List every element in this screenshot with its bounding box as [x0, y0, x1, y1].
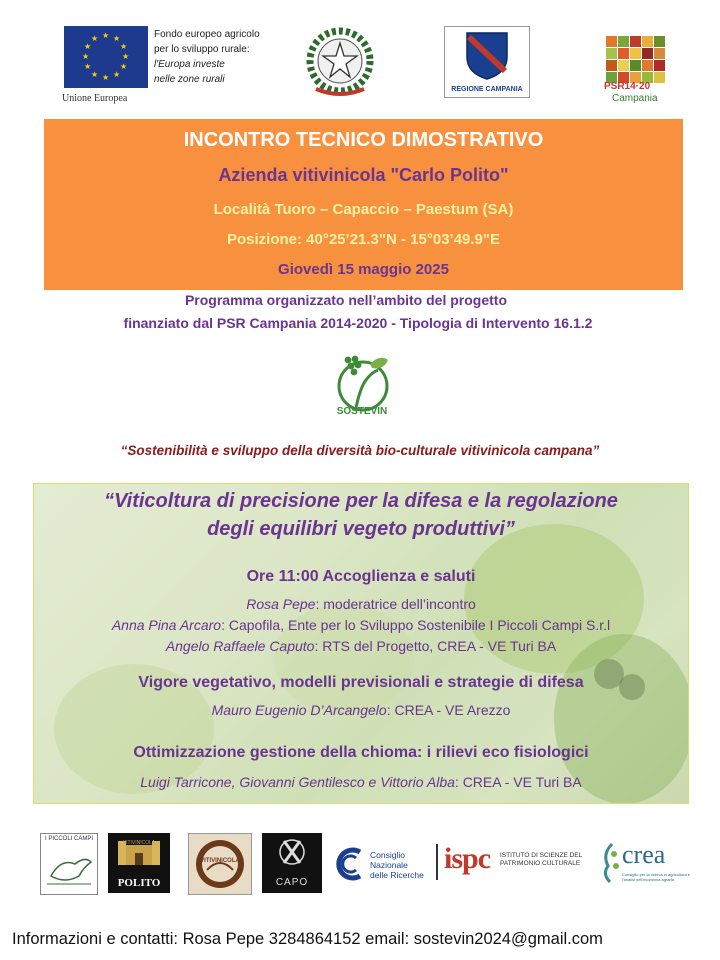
ispc-logo [436, 838, 596, 888]
castle-icon [108, 833, 170, 873]
agenda-box [33, 483, 689, 804]
speaker-name: Mauro Eugenio D’Arcangelo [211, 702, 387, 718]
event-banner [44, 119, 683, 290]
piccoli-campi-label: I PICCOLI CAMPI [44, 836, 93, 842]
section-chioma: Ottimizzazione gestione della chioma: i rilievi eco fisiologici [133, 744, 589, 761]
capo-logo [262, 833, 322, 893]
psr-label: PSR14·20 [604, 81, 651, 92]
project-subtitle: “Sostenibilità e sviluppo della diversità bio-culturale vitivinicola campana” [120, 443, 600, 458]
agenda-title-line-2: degli equilibri vegeto produttivi” [207, 518, 515, 540]
event-title: INCONTRO TECNICO DIMOSTRATIVO [183, 129, 544, 151]
cnr-text [370, 850, 424, 880]
speaker-name: Luigi Tarricone, Giovanni Gentilesco e Vittorio Alba [140, 774, 455, 790]
crea-logo [600, 840, 690, 890]
round-seal-icon [189, 834, 251, 894]
speaker-line [34, 774, 688, 790]
speaker-role: : RTS del Progetto, CREA - VE Turi BA [314, 638, 557, 654]
speaker-role: : CREA - VE Turi BA [454, 774, 582, 790]
regione-campania-logo [444, 26, 530, 98]
event-date: Giovedì 15 maggio 2025 [278, 261, 449, 278]
italian-republic-emblem-icon [302, 23, 378, 99]
speaker-line [34, 702, 688, 718]
capo-mark-icon [262, 833, 322, 879]
eafrd-line-1: Fondo europeo agricolo [154, 29, 260, 40]
eafrd-line-2: per lo sviluppo rurale: [154, 44, 250, 55]
cnr-line-2: Nazionale [370, 860, 408, 870]
crea-leaf-icon [600, 840, 622, 884]
event-location: Località Tuoro – Capaccio – Paestum (SA) [213, 201, 514, 218]
speaker-line [34, 596, 688, 612]
cnr-line-3: delle Ricerche [370, 870, 424, 880]
cnr-logo [336, 842, 430, 888]
speaker-name: Rosa Pepe [246, 596, 316, 612]
ispc-label: ISTITUTO DI SCIENZE DEL PATRIMONIO CULTURALE [500, 852, 582, 867]
section-welcome: Ore 11:00 Accoglienza e saluti [246, 568, 476, 585]
vitivinicola-logo [188, 833, 252, 895]
eafrd-line-3: l'Europa investe [154, 59, 225, 70]
polito-label: POLITO [117, 877, 161, 889]
capo-label: CAPO [275, 877, 309, 888]
campania-shield-icon [445, 27, 529, 83]
sostevin-label: SOSTEVIN [336, 406, 388, 417]
eu-caption: Unione Europea [62, 93, 128, 104]
crea-sublabel: Consiglio per la ricerca in agricoltura e l'analisi dell'economia agraria [622, 872, 691, 882]
eu-flag-logo: ★ ★ ★ ★ ★ ★ ★ ★ ★ ★ ★ ★ [64, 26, 148, 88]
speaker-line [34, 638, 688, 654]
speaker-name: Angelo Raffaele Caputo [165, 638, 315, 654]
eafrd-text [154, 27, 260, 87]
event-coordinates: Posizione: 40°25’21.3"N - 15°03’49.9"E [226, 231, 501, 248]
contact-info: Informazioni e contatti: Rosa Pepe 3284864152 email: sostevin2024@gmail.com [12, 930, 603, 948]
cnr-line-1: Consiglio [370, 850, 405, 860]
cnr-mark-icon [336, 846, 366, 882]
campania-label: REGIONE CAMPANIA [451, 86, 523, 93]
i-piccoli-campi-logo [40, 833, 98, 895]
bird-icon [41, 842, 97, 890]
divider [436, 844, 438, 880]
ispc-mark: ispc [444, 842, 491, 875]
programme-line-2: finanziato dal PSR Campania 2014-2020 - Tipologia di Intervento 16.1.2 [123, 315, 593, 331]
speaker-role: : moderatrice dell’incontro [315, 596, 476, 612]
speaker-name: Anna Pina Arcaro [111, 617, 222, 633]
host-winery: Azienda vitivinicola "Carlo Polito" [218, 165, 509, 185]
speaker-role: : Capofila, Ente per lo Sviluppo Sostenibile I Piccoli Campi S.r.l [221, 617, 611, 633]
section-vigore: Vigore vegetativo, modelli previsionali e strategie di difesa [138, 674, 584, 691]
speaker-role: : CREA - VE Arezzo [386, 702, 511, 718]
eafrd-line-4: nelle zone rurali [154, 74, 225, 85]
programme-line-1: Programma organizzato nell’ambito del progetto [184, 292, 508, 308]
cantina-polito-logo [108, 833, 170, 893]
polito-toptext: VITIVINICOLA [122, 840, 156, 846]
psr-sublabel: Campania [612, 93, 658, 104]
vitivinicola-label: VITIVINICOLA [200, 858, 240, 864]
speaker-line [34, 617, 688, 633]
agenda-title-line-1: “Viticoltura di precisione per la difesa e la regolazione [104, 490, 618, 512]
crea-label: crea [622, 840, 666, 869]
